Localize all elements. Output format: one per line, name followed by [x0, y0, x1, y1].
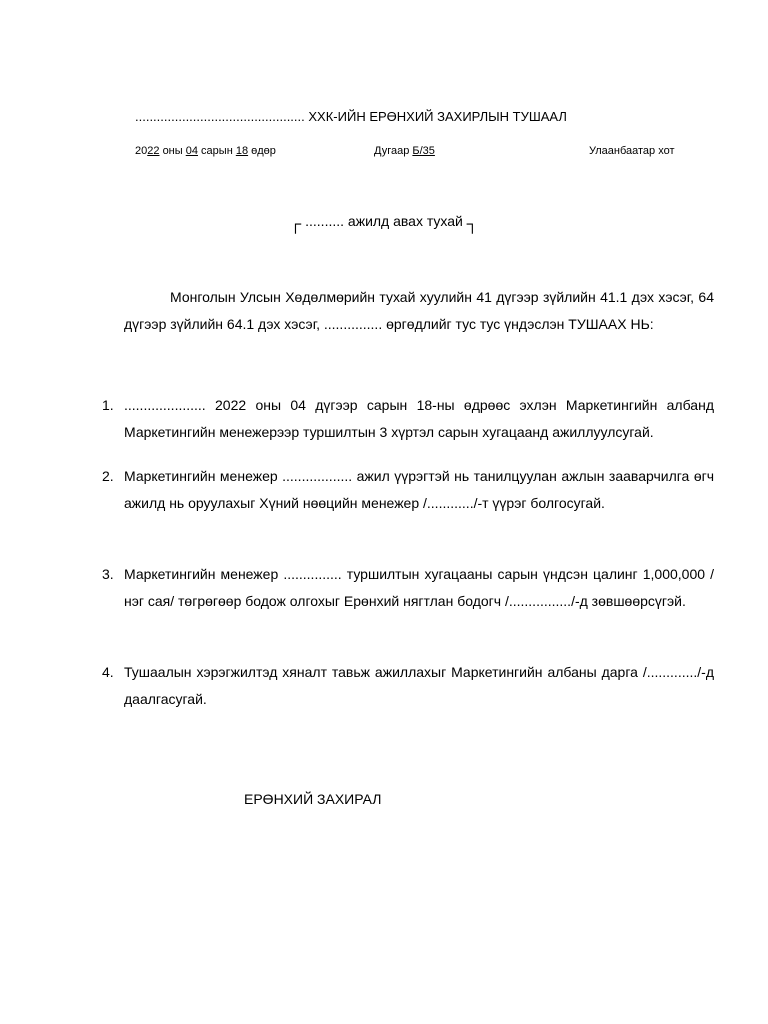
item-number: 1. — [102, 397, 114, 413]
list-item: Маркетингийн менежер ............... туршилтын хугацааны сарын үндсэн цалинг 1,000,000 /нэг сая/ төгрөгөөр бодож олгохыг Ерөнхий нягтлан бодогч /................/-д зөвшөөрсүгэй. — [124, 566, 714, 609]
item-number: 2. — [102, 468, 114, 484]
order-city: Улаанбаатар хот — [589, 145, 675, 157]
subject-left-mark: ┌ — [289, 216, 302, 233]
signature-title: ЕРӨНХИЙ ЗАХИРАЛ — [244, 791, 382, 807]
document-title — [135, 109, 567, 124]
order-date — [135, 145, 276, 157]
date-year-word: оны — [162, 145, 183, 157]
date-day: 18 — [235, 145, 249, 157]
title-dots: ............................................... — [135, 109, 305, 124]
subject-right-mark: ┐ — [466, 216, 479, 233]
date-year-suffix: 22 — [147, 145, 160, 157]
date-month: 04 — [185, 145, 198, 157]
order-number — [374, 145, 435, 157]
intro-paragraph: Монголын Улсын Хөдөлмөрийн тухай хуулийн 41 дүгээр зүйлийн 41.1 дэх хэсэг, 64 дүгээр зүйлийн 64.1 дэх хэсэг, ............... өргөдлийг тус тус үндэслэн ТУШААХ НЬ: — [124, 289, 714, 332]
list-item: Тушаалын хэрэгжилтэд хяналт тавьж ажиллахыг Маркетингийн албаны дарга /............./-д даалгасугай. — [124, 664, 714, 707]
item-number: 3. — [102, 566, 114, 582]
order-number-value: Б/35 — [412, 145, 435, 157]
item-number: 4. — [102, 664, 114, 680]
list-item: Маркетингийн менежер .................. ажил үүрэгтэй нь танилцуулан ажлын зааварчилга өгч ажилд нь оруулахыг Хүний нөөцийн менежер /............/-т үүрэг болгосугай. — [124, 468, 714, 511]
title-text: ХХК-ИЙН ЕРӨНХИЙ ЗАХИРЛЫН ТУШААЛ — [308, 109, 567, 124]
order-number-label: Дугаар — [374, 145, 410, 157]
order-subject — [0, 213, 768, 234]
date-month-word: сарын — [201, 145, 233, 157]
date-year-prefix: 20 — [135, 145, 148, 157]
list-item: ..................... 2022 оны 04 дүгээр сарын 18-ны өдрөөс эхлэн Маркетингийн албанд Маркетингийн менежерээр туршилтын 3 хүртэл сарын хугацаанд ажиллуулсугай. — [124, 397, 714, 440]
date-day-word: өдөр — [251, 145, 276, 157]
subject-text: .......... ажилд авах тухай — [305, 213, 463, 229]
